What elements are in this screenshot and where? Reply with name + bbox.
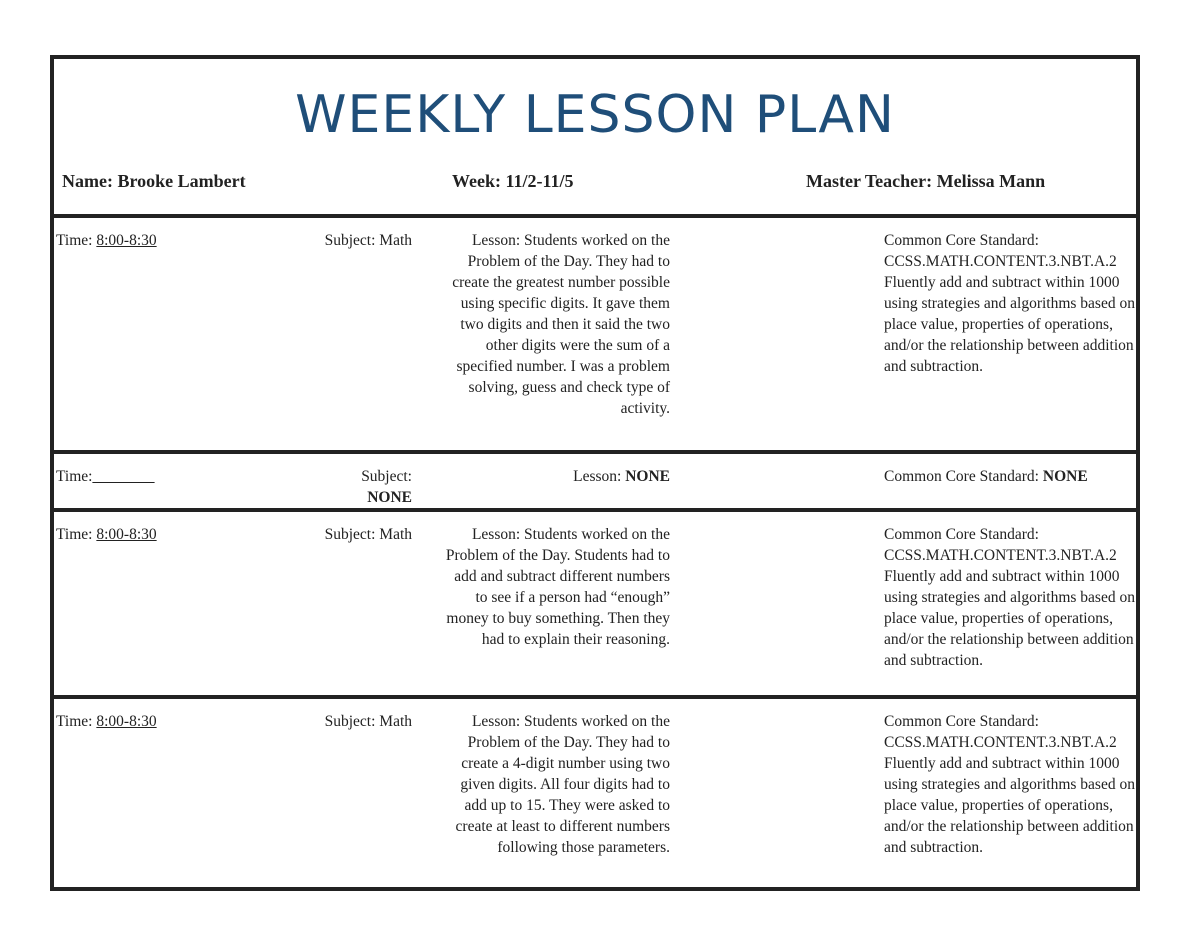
time-label: Time:	[56, 468, 93, 485]
lesson-row	[54, 699, 1136, 891]
time-label: Time:	[56, 526, 97, 543]
subject-label: Subject:	[324, 713, 380, 730]
time-cell	[56, 524, 157, 545]
lesson-text: Students worked on the Problem of the Day. Students had to add and subtract different numbers to see if a person had “enough” money to buy something. Then they had to explain their reasoning.	[445, 526, 670, 648]
lesson-label: Lesson:	[471, 526, 525, 543]
page-title: WEEKLY LESSON PLAN	[295, 85, 895, 145]
standard-text: NONE	[1042, 468, 1088, 485]
lesson-row	[54, 512, 1136, 699]
subject-value: Math	[379, 713, 412, 730]
lesson-plan-page	[50, 55, 1140, 891]
subject-cell	[264, 230, 412, 251]
time-value: ________	[92, 468, 155, 485]
week-range: Week: 11/2-11/5	[452, 171, 574, 191]
standard-cell	[884, 230, 1136, 377]
lesson-cell	[444, 466, 670, 487]
subject-value: Math	[379, 526, 412, 543]
subject-value: NONE	[367, 489, 412, 506]
standard-cell	[884, 524, 1136, 671]
time-cell	[56, 711, 157, 732]
lesson-cell	[444, 230, 670, 419]
standard-label: Common Core Standard:	[884, 713, 1039, 730]
time-value: 8:00-8:30	[96, 526, 157, 543]
time-label: Time:	[56, 232, 97, 249]
teacher-name: Name: Brooke Lambert	[62, 171, 246, 191]
lesson-label: Lesson:	[471, 713, 525, 730]
standard-label: Common Core Standard:	[884, 468, 1043, 485]
time-cell	[56, 466, 154, 487]
lesson-text: Students worked on the Problem of the Day. They had to create the greatest number possible using specific digits. It gave them two digits and then it said the two other digits were the sum of a specified number. I was a problem solving, guess and check type of activity.	[452, 232, 670, 417]
subject-cell	[264, 466, 412, 508]
lesson-row	[54, 454, 1136, 512]
subject-cell	[264, 711, 412, 732]
lesson-row	[54, 218, 1136, 454]
standard-label: Common Core Standard:	[884, 526, 1039, 543]
subject-value: Math	[379, 232, 412, 249]
lesson-text: NONE	[625, 468, 670, 485]
time-cell	[56, 230, 157, 251]
lesson-label: Lesson:	[573, 468, 626, 485]
master-teacher: Master Teacher: Melissa Mann	[806, 171, 1046, 191]
standard-cell	[884, 466, 1136, 487]
standard-label: Common Core Standard:	[884, 232, 1039, 249]
subject-label: Subject:	[324, 526, 380, 543]
standard-text: CCSS.MATH.CONTENT.3.NBT.A.2 Fluently add and subtract within 1000 using strategies and algorithms based on place value, properties of operations, and/or the relationship between addition and subtraction.	[884, 253, 1135, 375]
lesson-label: Lesson:	[471, 232, 525, 249]
lesson-text: Students worked on the Problem of the Day. They had to create a 4-digit number using two given digits. All four digits had to add up to 15. They were asked to create at least to different numbers following those parameters.	[455, 713, 670, 856]
subject-label: Subject:	[361, 468, 412, 485]
time-label: Time:	[56, 713, 97, 730]
time-value: 8:00-8:30	[96, 232, 157, 249]
standard-text: CCSS.MATH.CONTENT.3.NBT.A.2 Fluently add and subtract within 1000 using strategies and algorithms based on place value, properties of operations, and/or the relationship between addition and subtraction.	[884, 547, 1135, 669]
standard-text: CCSS.MATH.CONTENT.3.NBT.A.2 Fluently add and subtract within 1000 using strategies and algorithms based on place value, properties of operations, and/or the relationship between addition and subtraction.	[884, 734, 1135, 856]
subject-cell	[264, 524, 412, 545]
lesson-cell	[444, 524, 670, 650]
standard-cell	[884, 711, 1136, 858]
subject-label: Subject:	[324, 232, 380, 249]
header	[54, 59, 1136, 218]
lesson-cell	[444, 711, 670, 858]
time-value: 8:00-8:30	[96, 713, 157, 730]
